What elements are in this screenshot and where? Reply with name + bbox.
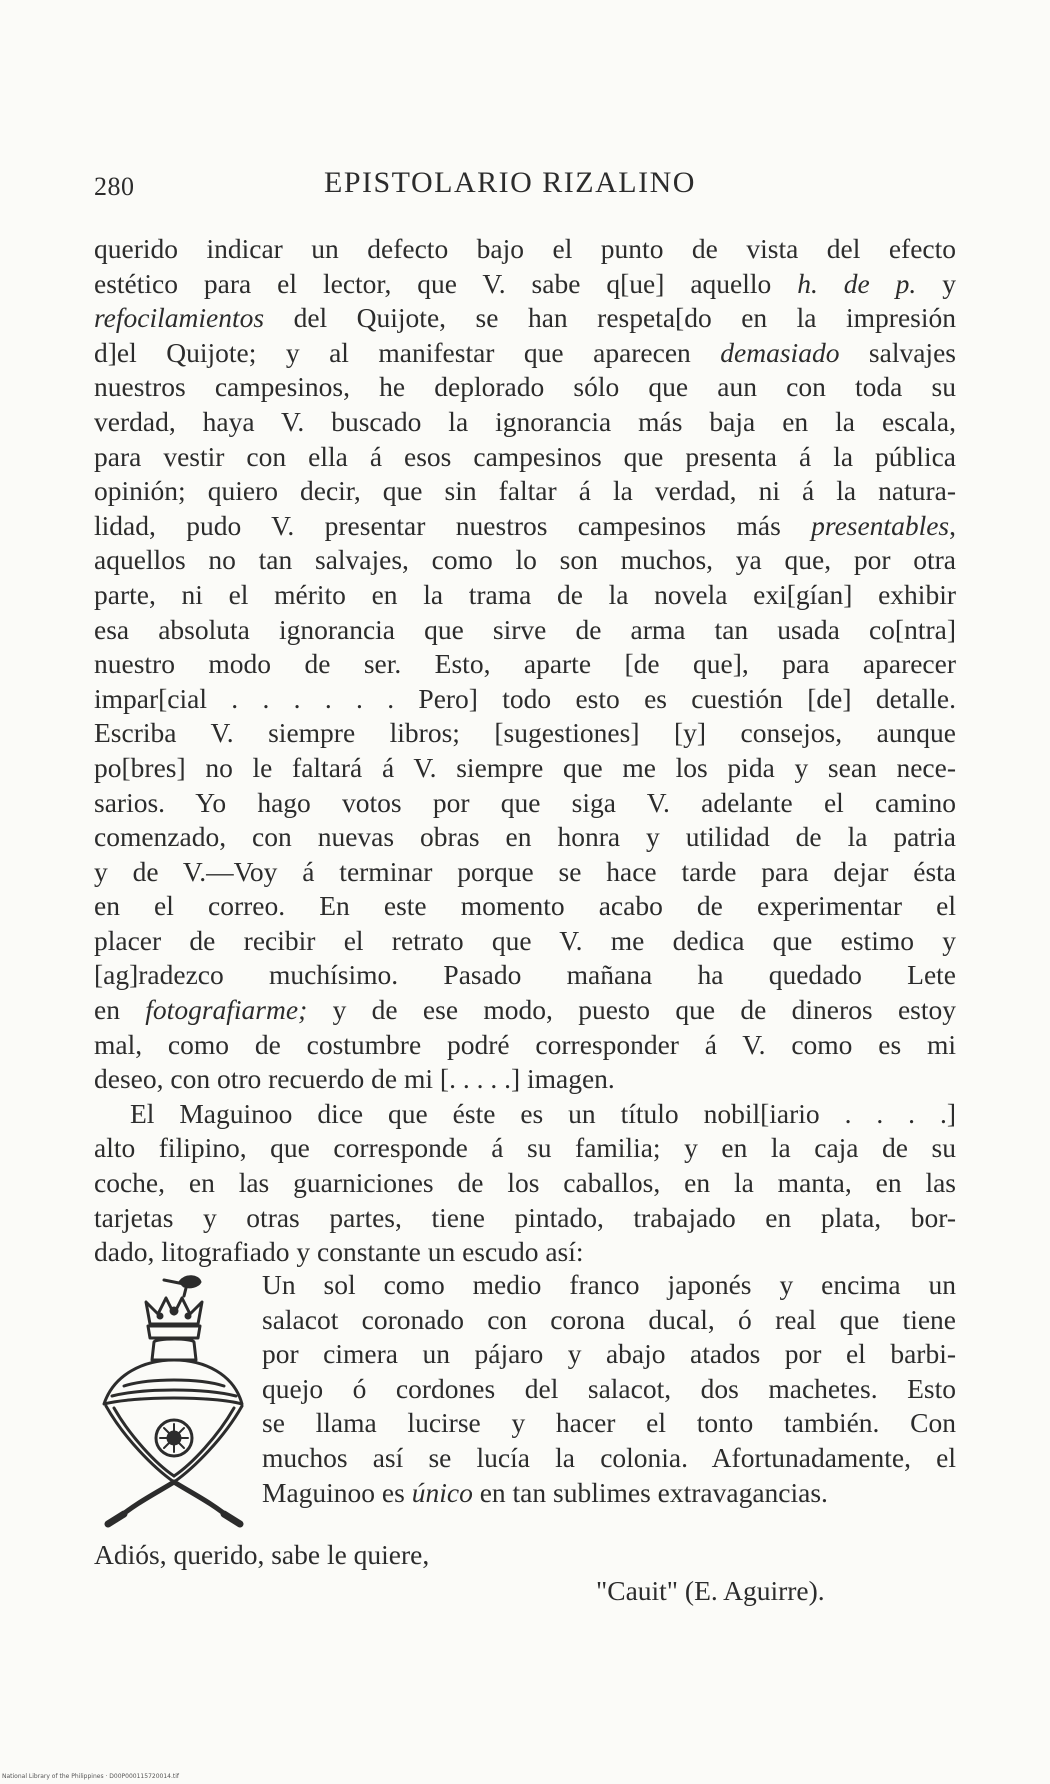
emblem-description: [262, 1268, 956, 1510]
text-line: d]el Quijote; y al manifestar que aparecen demasiado salvajes: [94, 336, 956, 368]
text-line: verdad, haya V. buscado la ignorancia más baja en la escala,: [94, 405, 956, 437]
text-line: aquellos no tan salvajes, como lo son muchos, ya que, por otra: [94, 544, 956, 576]
text-line: nuestros campesinos, he deplorado sólo que aun con toda su: [94, 371, 956, 403]
closing-line: Adiós, querido, sabe le quiere,: [94, 1539, 430, 1570]
text-line: querido indicar un defecto bajo el punto de vista del efecto: [94, 233, 956, 264]
text-line: quejo ó cordones del salacot, dos machetes. Esto: [262, 1372, 956, 1404]
paragraph-2: [94, 1097, 956, 1270]
text-line: para vestir con ella á esos campesinos que presenta á la pública: [94, 440, 956, 472]
page-header: [94, 166, 954, 212]
text-line: Un sol como medio franco japonés y encima un: [262, 1269, 956, 1300]
text-line: placer de recibir el retrato que V. me dedica que estimo y: [94, 924, 956, 956]
text-line: y de V.—Voy á terminar porque se hace tarde para dejar ésta: [94, 855, 956, 887]
text-line: [ag]radezco muchísimo. Pasado mañana ha quedado Lete: [94, 959, 956, 991]
page-number: 280: [94, 172, 135, 201]
text-line: impar[cial . . . . . . Pero] todo esto es cuestión [de] detalle.: [94, 682, 956, 714]
letter-body: [94, 232, 956, 1270]
text-line: nuestro modo de ser. Esto, aparte [de que], para aparecer: [94, 648, 956, 680]
text-line: lidad, pudo V. presentar nuestros campesinos más presentables,: [94, 509, 956, 541]
text-line: por cimera un pájaro y abajo atados por el barbi-: [262, 1338, 956, 1370]
text-line: mal, como de costumbre podré corresponder á V. como es mi: [94, 1028, 956, 1060]
text-line: deseo, con otro recuerdo de mi [. . . . .] imagen.: [94, 1063, 615, 1095]
text-line: dado, litografiado y constante un escudo así:: [94, 1236, 584, 1268]
text-line: esa absoluta ignorancia que sirve de arma tan usada co[ntra]: [94, 613, 956, 645]
text-line: salacot coronado con corona ducal, ó real que tiene: [262, 1303, 956, 1335]
text-line: coche, en las guarniciones de los caballos, en la manta, en las: [94, 1167, 956, 1199]
scan-footer: National Library of the Philippines · D00P000115720014.tif: [2, 1773, 180, 1780]
text-line: opinión; quiero decir, que sin faltar á la verdad, ni á la natura-: [94, 475, 956, 507]
text-line: parte, ni el mérito en la trama de la novela exi[gían] exhibir: [94, 578, 956, 610]
text-line: Escriba V. siempre libros; [sugestiones] [y] consejos, aunque: [94, 717, 956, 749]
signature: "Cauit" (E. Aguirre).: [596, 1575, 825, 1606]
text-line: tarjetas y otras partes, tiene pintado, trabajado en plata, bor-: [94, 1201, 956, 1233]
text-line: muchos así se lucía la colonia. Afortunadamente, el: [262, 1441, 956, 1473]
text-line: El Maguinoo dice que éste es un título nobil[iario . . . .]: [130, 1097, 956, 1129]
text-line: Maguinoo es único en tan sublimes extravagancias.: [262, 1476, 828, 1508]
running-title: EPISTOLARIO RIZALINO: [324, 166, 696, 199]
emblem-section: [94, 1268, 956, 1538]
paragraph-1: [94, 232, 956, 1097]
text-line: en fotografiarme; y de ese modo, puesto que de dineros estoy: [94, 994, 956, 1026]
text-line: comenzado, con nuevas obras en honra y utilidad de la patria: [94, 821, 956, 853]
text-line: alto filipino, que corresponde á su familia; y en la caja de su: [94, 1132, 956, 1164]
text-line: estético para el lector, que V. sabe q[ue] aquello h. de p. y: [94, 267, 957, 299]
text-line: se llama lucirse y hacer el tonto también. Con: [262, 1407, 956, 1439]
text-line: sarios. Yo hago votos por que siga V. adelante el camino: [94, 786, 956, 818]
text-line: po[bres] no le faltará á V. siempre que me los pida y sean nece-: [94, 751, 956, 783]
salacot-crest-icon: [94, 1268, 244, 1530]
text-line: refocilamientos del Quijote, se han respeta[do en la impresión: [94, 302, 956, 334]
text-line: en el correo. En este momento acabo de experimentar el: [94, 890, 956, 922]
